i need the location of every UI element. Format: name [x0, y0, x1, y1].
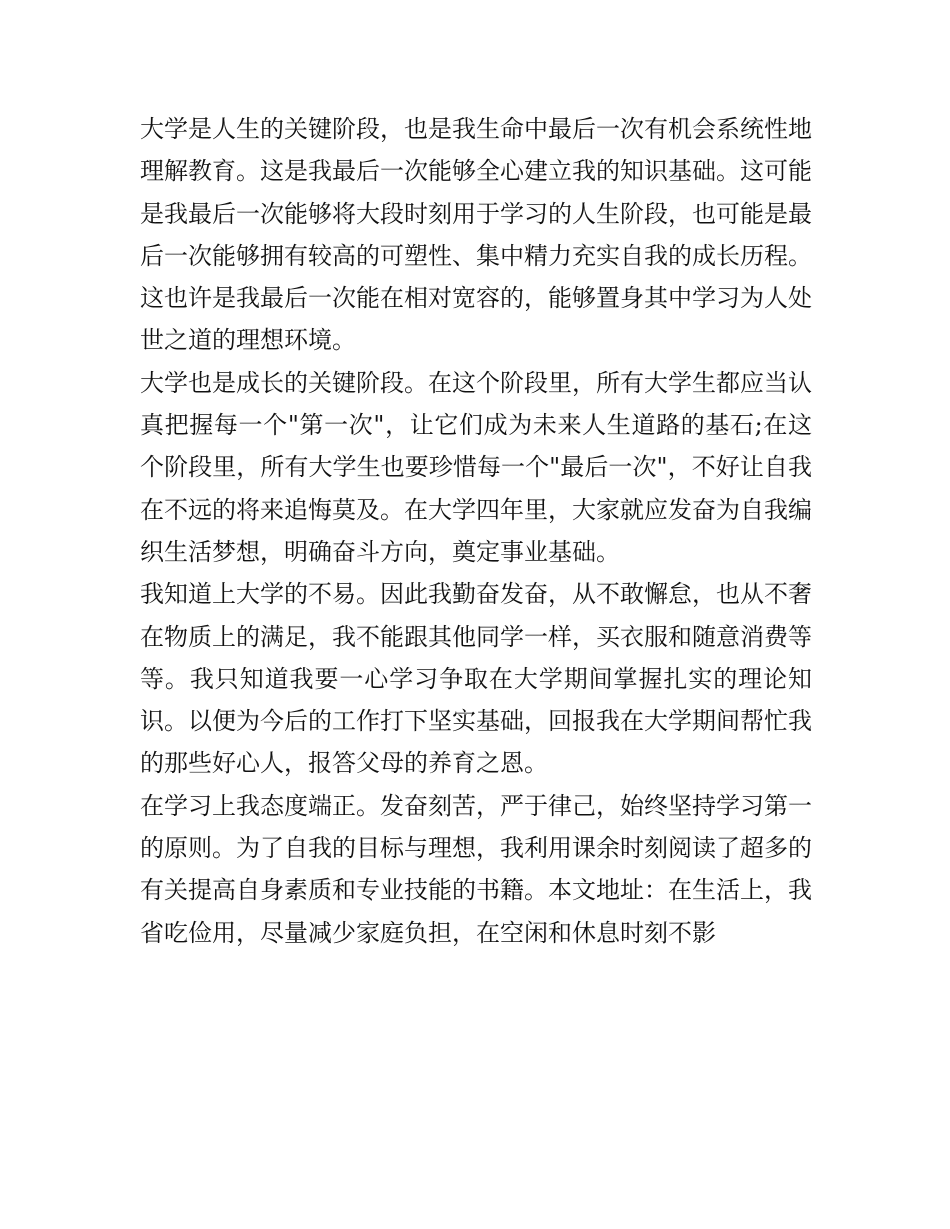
paragraph-1: 大学是人生的关键阶段，也是我生命中最后一次有机会系统性地理解教育。这是我最后一次能够全心建立我的知识基础。这可能是我最后一次能够将大段时刻用于学习的人生阶段，也可能是最后一次能够拥有较高的可塑性、集中精力充实自我的成长历程。这也许是我最后一次能在相对宽容的，能够置身其中学习为人处世之道的理想环境。 — [140, 115, 812, 355]
paragraph-4: 在学习上我态度端正。发奋刻苦，严于律己，始终坚持学习第一的原则。为了自我的目标与理想，我利用课余时刻阅读了超多的有关提高自身素质和专业技能的书籍。本文地址：在生活上，我省吃俭用，尽量减少家庭负担，在空闲和休息时刻不影 — [140, 791, 812, 947]
document-body — [140, 108, 812, 954]
paragraph-2: 大学也是成长的关键阶段。在这个阶段里，所有大学生都应当认真把握每一个"第一次"，让它们成为未来人生道路的基石;在这个阶段里，所有大学生也要珍惜每一个"最后一次"，不好让自我在不远的将来追悔莫及。在大学四年里，大家就应发奋为自我编织生活梦想，明确奋斗方向，奠定事业基础。 — [140, 368, 812, 566]
paragraph-3: 我知道上大学的不易。因此我勤奋发奋，从不敢懈怠，也从不奢在物质上的满足，我不能跟其他同学一样，买衣服和随意消费等等。我只知道我要一心学习争取在大学期间掌握扎实的理论知识。以便为今后的工作打下坚实基础，回报我在大学期间帮忙我的那些好心人，报答父母的养育之恩。 — [140, 580, 812, 778]
